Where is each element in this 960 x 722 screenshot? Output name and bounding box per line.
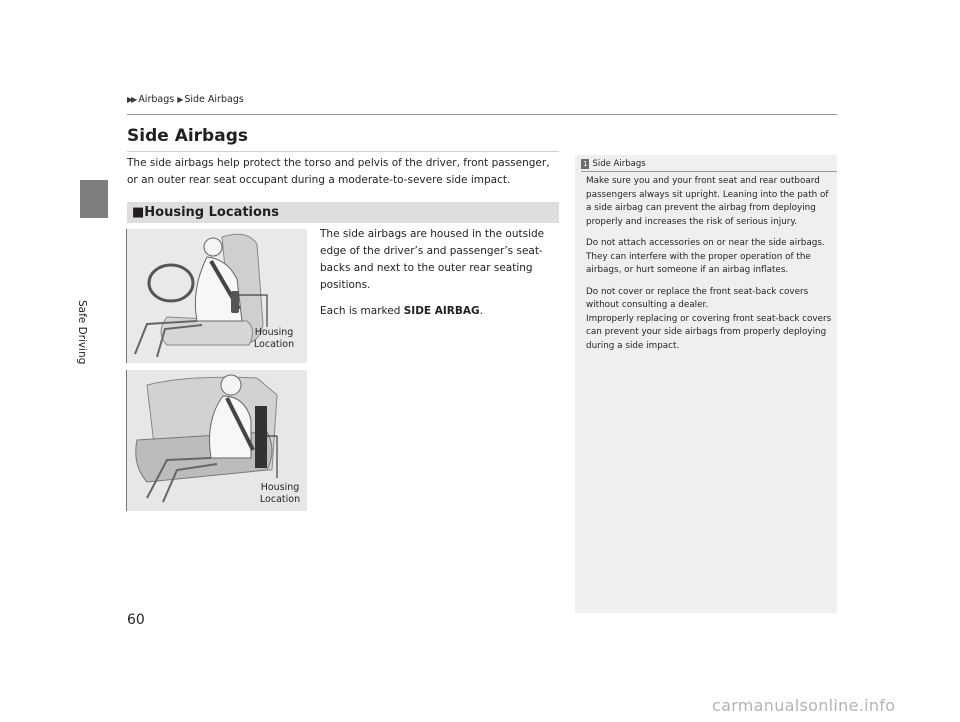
body-paragraph: The side airbags are housed in the outside edge of the driver’s and passenger’s seat-backs and next to the outer rear seating positions. <box>320 228 545 291</box>
note-body <box>586 175 832 361</box>
rear-label-line1: Housing <box>260 482 300 493</box>
front-label-line1: Housing <box>254 327 294 338</box>
note-reference-badge: 1 <box>583 160 588 168</box>
breadcrumb-item-airbags[interactable]: Airbags <box>138 94 175 105</box>
rear-seat-figure <box>126 370 307 511</box>
section-heading-text: Housing Locations <box>144 205 279 220</box>
section-heading <box>132 205 279 220</box>
front-label-line2: Location <box>253 339 295 350</box>
title-divider <box>127 151 559 152</box>
breadcrumb-item-side-airbags[interactable]: Side Airbags <box>184 94 244 105</box>
note-divider <box>581 171 837 172</box>
page-number: 60 <box>127 612 145 628</box>
header-divider <box>127 114 837 115</box>
note-paragraph: Do not attach accessories on or near the side airbags. They can interfere with the proper operation of the airbags, or hurt someone if an airbag inflates. <box>586 238 825 275</box>
side-note-panel <box>575 155 837 613</box>
body-text-suffix: . <box>479 305 483 317</box>
front-seat-figure <box>126 229 307 363</box>
side-airbag-marking-text: SIDE AIRBAG <box>403 305 480 317</box>
body-paragraph-marking <box>320 303 555 320</box>
front-housing-location-label <box>249 327 299 351</box>
note-heading <box>581 159 646 169</box>
watermark: carmanualsonline.info <box>712 696 896 715</box>
body-text-prefix: Each is marked <box>320 305 404 317</box>
rear-housing-location-label <box>255 482 305 506</box>
square-bullet-icon: ■ <box>132 205 145 220</box>
intro-paragraph: The side airbags help protect the torso and pelvis of the driver, front passenger, or an outer rear seat occupant during a moderate-to-severe side impact. <box>127 157 550 186</box>
breadcrumb <box>127 94 244 105</box>
note-paragraph: Do not cover or replace the front seat-back covers without consulting a dealer. Improperly replacing or covering front seat-back covers can prevent your side airbags from properly deploying during a side impact. <box>586 286 832 351</box>
rear-label-line2: Location <box>259 494 301 505</box>
section-tab-marker <box>80 180 108 218</box>
page-title: Side Airbags <box>127 126 248 146</box>
chevron-icon: ▶ <box>177 95 182 104</box>
note-paragraph: Make sure you and your front seat and rear outboard passengers always sit upright. Leaning into the path of a side airbag can prevent the airbag from deploying properly and increases the risk of serious injury. <box>586 176 829 227</box>
note-heading-text: Side Airbags <box>592 159 646 169</box>
section-side-label: Safe Driving <box>76 300 88 365</box>
double-chevron-icon: ▶▶ <box>127 95 136 104</box>
housing-description <box>320 226 555 329</box>
